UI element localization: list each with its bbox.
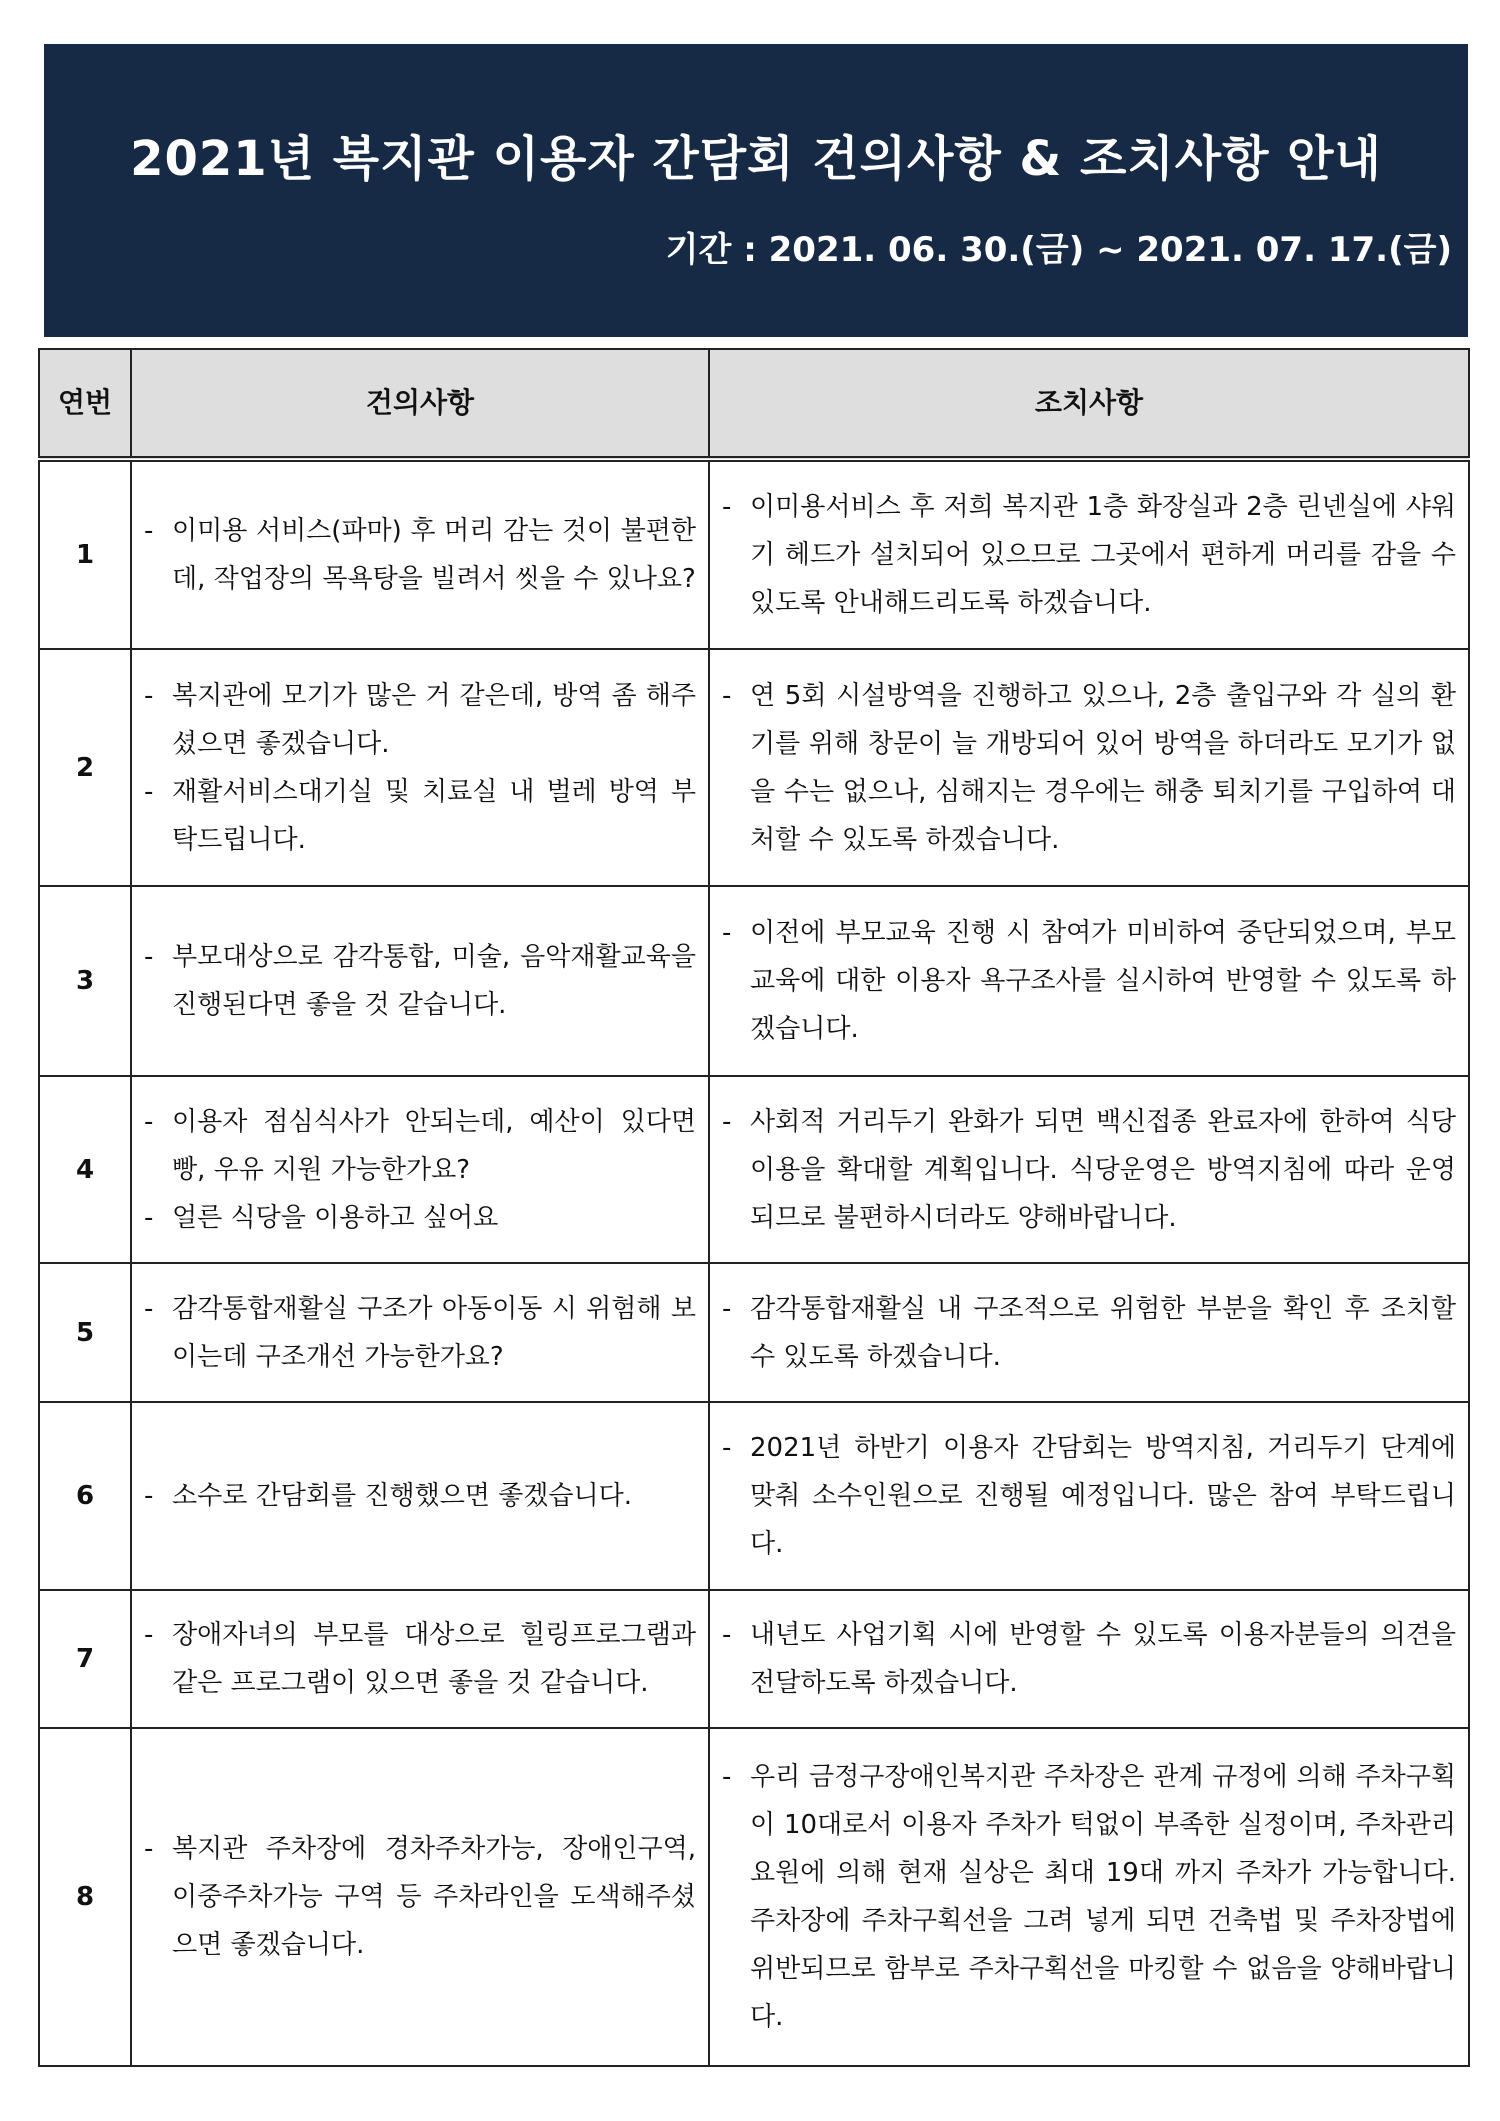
action-cell bbox=[709, 649, 1469, 886]
action-cell bbox=[709, 1076, 1469, 1263]
suggestion-item: - 이용자 점심식사가 안되는데, 예산이 있다면 빵, 우유 지원 가능한가요? bbox=[144, 1098, 696, 1194]
period-text: 기간 : 2021. 06. 30.(금) ~ 2021. 07. 17.(금) bbox=[665, 230, 1452, 270]
row-number: 1 bbox=[39, 459, 131, 649]
suggestion-text: 장애자녀의 부모를 대상으로 힐링프로그램과 같은 프로그램이 있으면 좋을 것 같습니다. bbox=[172, 1620, 696, 1698]
table-row bbox=[39, 1263, 1469, 1402]
action-item: - 감각통합재활실 내 구조적으로 위험한 부분을 확인 후 조치할 수 있도록 하겠습니다. bbox=[722, 1285, 1456, 1381]
action-text: 감각통합재활실 내 구조적으로 위험한 부분을 확인 후 조치할 수 있도록 하겠습니다. bbox=[750, 1293, 1456, 1372]
suggestion-cell bbox=[131, 886, 709, 1076]
suggestion-text: 감각통합재활실 구조가 아동이동 시 위험해 보이는데 구조개선 가능한가요? bbox=[172, 1293, 696, 1372]
table-header-row bbox=[39, 349, 1469, 459]
suggestion-text: 이미용 서비스(파마) 후 머리 감는 것이 불편한데, 작업장의 목욕탕을 빌려서 씻을 수 있나요? bbox=[172, 516, 696, 594]
action-item: - 이미용서비스 후 저희 복지관 1층 화장실과 2층 린넨실에 샤워기 헤드가 설치되어 있으므로 그곳에서 편하게 머리를 감을 수 있도록 안내해드리도록 하겠습니다. bbox=[722, 483, 1456, 627]
suggestion-item: - 복지관에 모기가 많은 거 같은데, 방역 좀 해주셨으면 좋겠습니다. bbox=[144, 672, 696, 768]
table-row bbox=[39, 1590, 1469, 1728]
suggestion-text: 얼른 식당을 이용하고 싶어요 bbox=[172, 1202, 499, 1233]
action-item: - 연 5회 시설방역을 진행하고 있으나, 2층 출입구와 각 실의 환기를 위해 창문이 늘 개방되어 있어 방역을 하더라도 모기가 없을 수는 없으나, 심해지는 경우에는 해충 퇴치기를 구입하여 대처할 수 있도록 하겠습니다. bbox=[722, 672, 1456, 864]
action-text: 이전에 부모교육 진행 시 참여가 미비하여 중단되었으며, 부모교육에 대한 이용자 욕구조사를 실시하여 반영할 수 있도록 하겠습니다. bbox=[750, 918, 1456, 1044]
table-row bbox=[39, 1076, 1469, 1263]
action-text: 2021년 하반기 이용자 간담회는 방역지침, 거리두기 단계에 맞춰 소수인원으로 진행될 예정입니다. 많은 참여 부탁드립니다. bbox=[750, 1433, 1456, 1559]
action-cell bbox=[709, 1590, 1469, 1728]
suggestion-cell bbox=[131, 649, 709, 886]
action-item: - 내년도 사업기획 시에 반영할 수 있도록 이용자분들의 의견을 전달하도록 하겠습니다. bbox=[722, 1611, 1456, 1707]
suggestion-text: 이용자 점심식사가 안되는데, 예산이 있다면 빵, 우유 지원 가능한가요? bbox=[172, 1106, 696, 1185]
suggestion-cell bbox=[131, 1590, 709, 1728]
action-text: 이미용서비스 후 저희 복지관 1층 화장실과 2층 린넨실에 샤워기 헤드가 설치되어 있으므로 그곳에서 편하게 머리를 감을 수 있도록 안내해드리도록 하겠습니다. bbox=[750, 492, 1456, 618]
page-title: 2021년 복지관 이용자 간담회 건의사항 & 조치사항 안내 bbox=[130, 131, 1382, 187]
table-row bbox=[39, 1402, 1469, 1590]
action-cell bbox=[709, 1402, 1469, 1590]
suggestion-item: - 장애자녀의 부모를 대상으로 힐링프로그램과 같은 프로그램이 있으면 좋을 것 같습니다. bbox=[144, 1611, 696, 1707]
action-text: 우리 금정구장애인복지관 주차장은 관계 규정에 의해 주차구획이 10대로서 이용자 주차가 턱없이 부족한 실정이며, 주차관리요원에 의해 현재 실상은 최대 19대 까지 주차가 가능합니다. 주차장에 주차구획선을 그려 넣게 되면 건축법 및 주차장법에 위반되므로 함부로 주차구획선을 마킹할 수 없음을 양해바랍니다. bbox=[750, 1762, 1456, 2032]
action-item: - 이전에 부모교육 진행 시 참여가 미비하여 중단되었으며, 부모교육에 대한 이용자 욕구조사를 실시하여 반영할 수 있도록 하겠습니다. bbox=[722, 909, 1456, 1053]
suggestion-item: - 소수로 간담회를 진행했으면 좋겠습니다. bbox=[144, 1472, 696, 1520]
suggestion-text: 복지관 주차장에 경차주차가능, 장애인구역, 이중주차가능 구역 등 주차라인을 도색해주셨으면 좋겠습니다. bbox=[172, 1834, 696, 1960]
row-number: 6 bbox=[39, 1402, 131, 1590]
table-row bbox=[39, 649, 1469, 886]
suggestion-cell bbox=[131, 1076, 709, 1263]
action-cell bbox=[709, 886, 1469, 1076]
suggestion-text: 재활서비스대기실 및 치료실 내 벌레 방역 부탁드립니다. bbox=[172, 776, 696, 855]
suggestion-text: 부모대상으로 감각통합, 미술, 음악재활교육을 진행된다면 좋을 것 같습니다. bbox=[172, 942, 696, 1020]
row-number: 5 bbox=[39, 1263, 131, 1402]
row-number: 8 bbox=[39, 1728, 131, 2066]
table-row bbox=[39, 1728, 1469, 2066]
table-row bbox=[39, 459, 1469, 649]
action-item: - 사회적 거리두기 완화가 되면 백신접종 완료자에 한하여 식당이용을 확대할 계획입니다. 식당운영은 방역지침에 따라 운영되므로 불편하시더라도 양해바랍니다. bbox=[722, 1098, 1456, 1242]
action-cell bbox=[709, 459, 1469, 649]
suggestion-cell bbox=[131, 1263, 709, 1402]
row-number: 2 bbox=[39, 649, 131, 886]
column-header-number: 연번 bbox=[39, 349, 131, 459]
suggestion-text: 복지관에 모기가 많은 거 같은데, 방역 좀 해주셨으면 좋겠습니다. bbox=[172, 680, 696, 759]
table-row bbox=[39, 886, 1469, 1076]
suggestion-text: 소수로 간담회를 진행했으면 좋겠습니다. bbox=[172, 1481, 633, 1511]
header-banner bbox=[44, 44, 1468, 337]
suggestion-cell bbox=[131, 1402, 709, 1590]
action-text: 연 5회 시설방역을 진행하고 있으나, 2층 출입구와 각 실의 환기를 위해 창문이 늘 개방되어 있어 방역을 하더라도 모기가 없을 수는 없으나, 심해지는 경우에는 해충 퇴치기를 구입하여 대처할 수 있도록 하겠습니다. bbox=[750, 680, 1456, 855]
suggestions-table bbox=[38, 348, 1470, 2067]
suggestion-item: - 감각통합재활실 구조가 아동이동 시 위험해 보이는데 구조개선 가능한가요? bbox=[144, 1285, 696, 1381]
column-header-suggestions: 건의사항 bbox=[131, 349, 709, 459]
suggestion-cell bbox=[131, 459, 709, 649]
action-text: 사회적 거리두기 완화가 되면 백신접종 완료자에 한하여 식당이용을 확대할 계획입니다. 식당운영은 방역지침에 따라 운영되므로 불편하시더라도 양해바랍니다. bbox=[750, 1106, 1456, 1233]
action-item: - 우리 금정구장애인복지관 주차장은 관계 규정에 의해 주차구획이 10대로서 이용자 주차가 턱없이 부족한 실정이며, 주차관리요원에 의해 현재 실상은 최대 19대 까지 주차가 가능합니다. 주차장에 주차구획선을 그려 넣게 되면 건축법 및 주차장법에 위반되므로 함부로 주차구획선을 마킹할 수 없음을 양해바랍니다. bbox=[722, 1753, 1456, 2041]
suggestion-item: - 부모대상으로 감각통합, 미술, 음악재활교육을 진행된다면 좋을 것 같습니다. bbox=[144, 933, 696, 1029]
action-text: 내년도 사업기획 시에 반영할 수 있도록 이용자분들의 의견을 전달하도록 하겠습니다. bbox=[750, 1620, 1456, 1698]
column-header-actions: 조치사항 bbox=[709, 349, 1469, 459]
suggestion-item: - 복지관 주차장에 경차주차가능, 장애인구역, 이중주차가능 구역 등 주차라인을 도색해주셨으면 좋겠습니다. bbox=[144, 1825, 696, 1969]
suggestion-cell bbox=[131, 1728, 709, 2066]
row-number: 3 bbox=[39, 886, 131, 1076]
row-number: 4 bbox=[39, 1076, 131, 1263]
row-number: 7 bbox=[39, 1590, 131, 1728]
suggestion-item: - 얼른 식당을 이용하고 싶어요 bbox=[144, 1194, 696, 1242]
action-item: - 2021년 하반기 이용자 간담회는 방역지침, 거리두기 단계에 맞춰 소수인원으로 진행될 예정입니다. 많은 참여 부탁드립니다. bbox=[722, 1424, 1456, 1568]
action-cell bbox=[709, 1728, 1469, 2066]
suggestion-item: - 재활서비스대기실 및 치료실 내 벌레 방역 부탁드립니다. bbox=[144, 768, 696, 864]
action-cell bbox=[709, 1263, 1469, 1402]
suggestion-item: - 이미용 서비스(파마) 후 머리 감는 것이 불편한데, 작업장의 목욕탕을 빌려서 씻을 수 있나요? bbox=[144, 507, 696, 603]
